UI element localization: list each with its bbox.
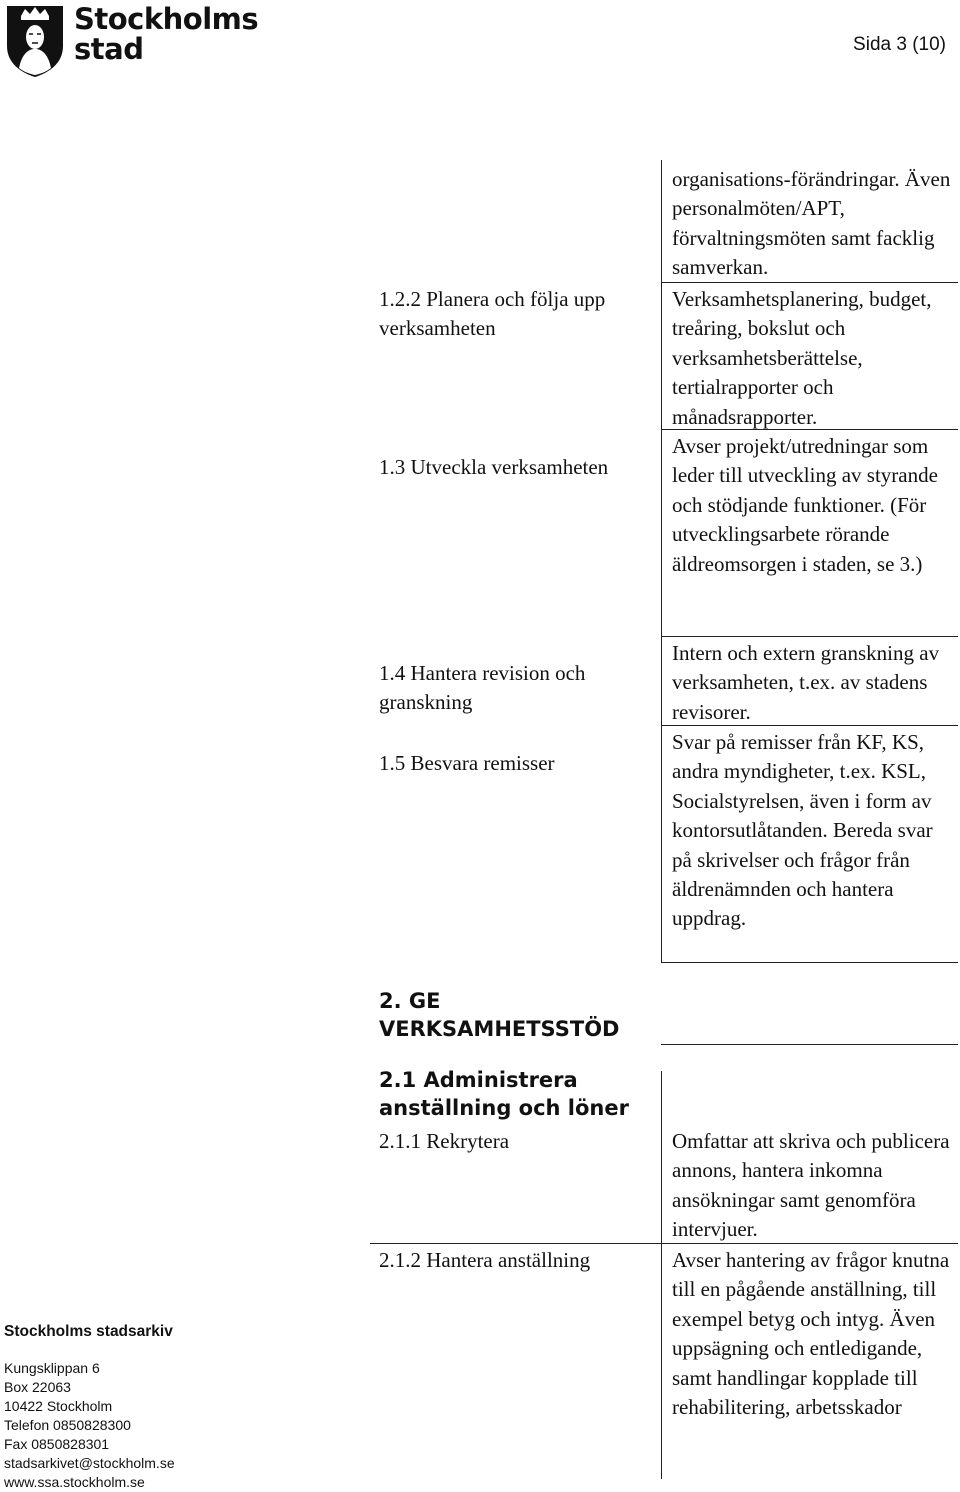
subsection-heading: 2.1 Administrera anställning och löner <box>379 1068 629 1120</box>
table-cell-description: Omfattar att skriva och publicera annons, hantera inkomna ansökningar samt genomföra intervjuer. <box>672 1129 950 1242</box>
logo-line-1: Stockholms <box>74 2 259 36</box>
footer-email: stadsarkivet@stockholm.se <box>4 1455 175 1471</box>
row-divider <box>661 636 958 637</box>
table-cell-process: 1.3 Utveckla verksamheten <box>379 455 609 479</box>
table-column-divider <box>661 1071 662 1479</box>
table-cell-description: Svar på remisser från KF, KS, andra myndigheter, t.ex. KSL, Socialstyrelsen, även i form av kontorsutlåtanden. Bereda svar på skrivelser och frågor från äldrenämnden och hantera uppdrag. <box>672 730 933 931</box>
table-cell-process: 1.5 Besvara remisser <box>379 751 555 775</box>
footer-contact <box>4 1322 175 1492</box>
footer-phone: Telefon 0850828300 <box>4 1417 131 1433</box>
table-cell-process: 2.1.1 Rekrytera <box>379 1129 510 1153</box>
table-cell-description: Intern och extern granskning av verksamheten, t.ex. av stadens revisorer. <box>672 641 940 724</box>
table-cell-process: 1.2.2 Planera och följa upp verksamheten <box>379 287 606 341</box>
table-cell-description: organisations-förändringar. Även personalmöten/APT, förvaltningsmöten samt facklig samverkan. <box>672 167 951 280</box>
page-number: Sida 3 (10) <box>853 34 946 55</box>
table-cell-process: 2.1.2 Hantera anställning <box>379 1248 591 1272</box>
footer-web: www.ssa.stockholm.se <box>4 1474 145 1490</box>
city-logo-text <box>74 4 258 64</box>
logo-line-2: stad <box>74 32 144 66</box>
stockholm-crest-logo <box>4 2 66 78</box>
footer-fax: Fax 0850828301 <box>4 1436 110 1452</box>
table-cell-description: Avser projekt/utredningar som leder till utveckling av styrande och stödjande funktioner. (För utvecklingsarbete rörande äldreomsorgen i staden, se 3.) <box>672 434 938 576</box>
footer-address: Kungsklippan 6 <box>4 1360 100 1376</box>
footer-postal: 10422 Stockholm <box>4 1398 113 1414</box>
section-heading: 2. GE VERKSAMHETSSTÖD <box>379 989 620 1041</box>
footer-org-name: Stockholms stadsarkiv <box>4 1323 173 1340</box>
table-cell-description: Verksamhetsplanering, budget, treåring, bokslut och verksamhetsberättelse, tertialrapporter och månadsrapporter. <box>672 287 932 429</box>
table-column-divider <box>661 160 662 963</box>
table-cell-description: Avser hantering av frågor knutna till en pågående anställning, till exempel betyg och intyg. Även uppsägning och entledigande, samt handlingar kopplade till rehabilitering, arbetsskador <box>672 1248 950 1420</box>
table-cell-process: 1.4 Hantera revision och granskning <box>379 661 586 715</box>
row-divider <box>661 1044 958 1045</box>
footer-box: Box 22063 <box>4 1379 71 1395</box>
row-divider <box>661 962 958 963</box>
